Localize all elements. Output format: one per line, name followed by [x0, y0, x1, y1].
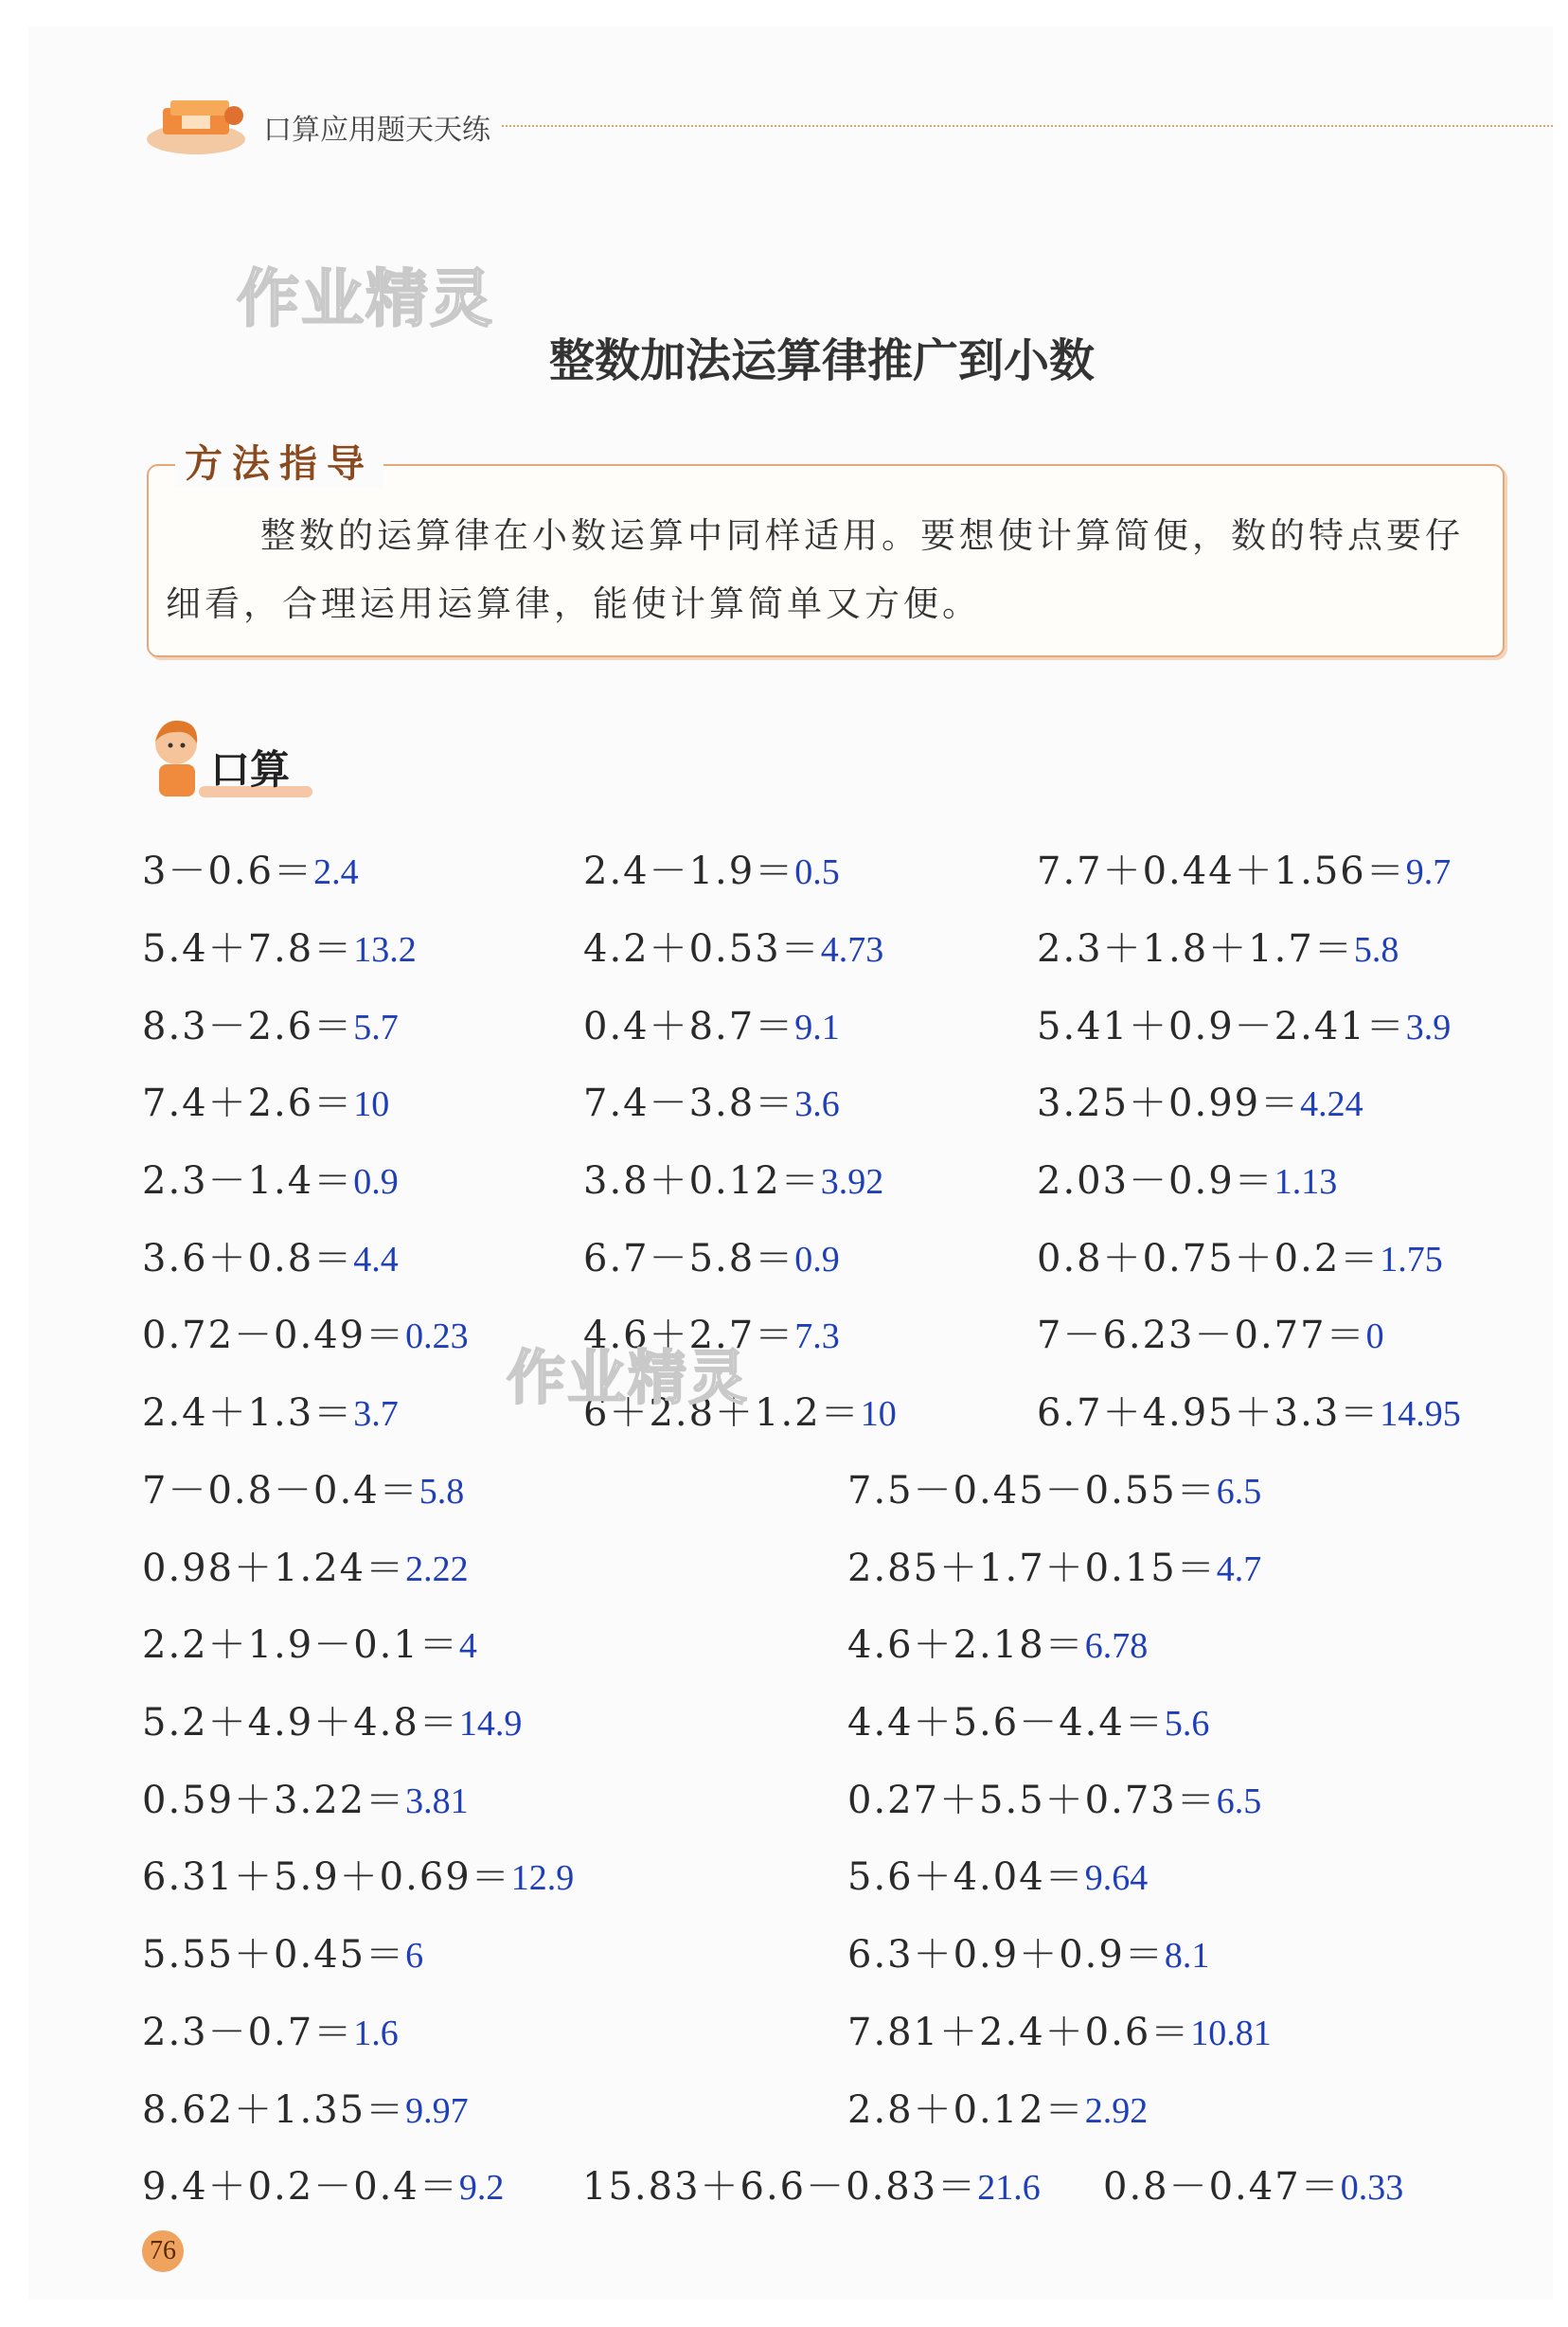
problem-answer: 0.5 — [794, 852, 840, 892]
problem-expression: 3.6＋0.8＝ — [142, 1237, 354, 1280]
page-title: 整数加法运算律推广到小数 — [548, 334, 1095, 387]
problem-item — [847, 2080, 1148, 2134]
problem-expression: 15.83＋6.6－0.83＝ — [582, 2165, 978, 2209]
problem-item — [847, 1924, 1209, 1978]
problem-answer: 10 — [353, 1084, 390, 1124]
problem-item — [582, 2157, 1041, 2211]
problem-expression: 7.4－3.8＝ — [583, 1082, 795, 1125]
problem-answer: 4.24 — [1300, 1084, 1363, 1124]
problem-answer: 9.2 — [458, 2168, 505, 2208]
problem-expression: 2.85＋1.7＋0.15＝ — [847, 1547, 1217, 1590]
problem-answer: 6.5 — [1216, 1781, 1262, 1821]
problem-expression: 2.3－0.7＝ — [142, 2011, 354, 2054]
problem-answer: 14.9 — [458, 1704, 523, 1744]
problem-expression: 2.3－1.4＝ — [142, 1159, 354, 1203]
problem-answer: 3.9 — [1405, 1008, 1452, 1047]
problem-answer: 2.92 — [1084, 2091, 1149, 2131]
problem-item — [847, 1692, 1209, 1746]
problem-item — [583, 841, 840, 895]
problem-answer: 9.97 — [405, 2091, 469, 2131]
problem-answer: 21.6 — [977, 2168, 1041, 2208]
problem-expression: 3－0.6＝ — [142, 850, 314, 893]
problem-item — [847, 1770, 1261, 1824]
problem-expression: 5.55＋0.45＝ — [142, 1933, 406, 1977]
problem-expression: 7－0.8－0.4＝ — [142, 1469, 419, 1513]
problem-item — [1037, 1073, 1363, 1127]
problem-expression: 2.03－0.9＝ — [1037, 1159, 1274, 1203]
problem-item — [142, 1460, 464, 1514]
problem-expression: 6.7－5.8＝ — [583, 1237, 795, 1280]
problem-answer: 0.9 — [794, 1240, 840, 1280]
problem-expression: 0.59＋3.22＝ — [142, 1779, 406, 1822]
problem-item — [142, 1692, 522, 1746]
problem-item — [1037, 1305, 1384, 1359]
problem-item — [142, 1305, 469, 1359]
problem-expression: 6.7＋4.95＋3.3＝ — [1037, 1391, 1381, 1435]
problem-answer: 14.95 — [1380, 1394, 1461, 1434]
problem-expression: 8.3－2.6＝ — [142, 1005, 354, 1048]
problem-item — [142, 2080, 469, 2134]
problem-expression: 4.6＋2.7＝ — [583, 1314, 795, 1357]
problem-expression: 2.4－1.9＝ — [583, 850, 795, 893]
problem-expression: 0.98＋1.24＝ — [142, 1547, 406, 1590]
problem-expression: 3.8＋0.12＝ — [583, 1159, 821, 1203]
problem-answer: 13.2 — [353, 930, 417, 970]
problem-answer: 0.23 — [405, 1316, 469, 1356]
problem-expression: 0.27＋5.5＋0.73＝ — [847, 1779, 1217, 1822]
problem-expression: 8.62＋1.35＝ — [142, 2088, 406, 2132]
problem-answer: 3.92 — [820, 1162, 884, 1202]
problem-expression: 7.5－0.45－0.55＝ — [847, 1469, 1217, 1513]
problem-item — [583, 1073, 840, 1127]
problem-expression: 3.25＋0.99＝ — [1037, 1082, 1301, 1125]
problem-expression: 0.8＋0.75＋0.2＝ — [1037, 1237, 1381, 1280]
problem-answer: 0.33 — [1340, 2168, 1404, 2208]
problem-answer: 1.75 — [1380, 1240, 1443, 1280]
problem-answer: 9.1 — [794, 1008, 840, 1047]
problem-expression: 6.3＋0.9＋0.9＝ — [847, 1933, 1165, 1977]
problem-item — [142, 841, 359, 895]
problem-answer: 4.7 — [1216, 1549, 1262, 1589]
problem-item — [142, 1615, 477, 1669]
watermark-middle: 作业精灵 — [507, 1343, 750, 1412]
problem-item — [142, 996, 399, 1050]
problem-item — [142, 2157, 504, 2211]
problem-answer: 0 — [1365, 1316, 1384, 1356]
problem-expression: 2.3＋1.8＋1.7＝ — [1037, 927, 1354, 971]
book-title: 口算应用题天天练 — [263, 114, 490, 147]
problem-answer: 8.1 — [1164, 1936, 1210, 1976]
problem-answer: 2.4 — [313, 852, 359, 892]
problem-expression: 0.72－0.49＝ — [142, 1314, 406, 1357]
problem-answer: 10 — [860, 1394, 897, 1434]
problem-item — [142, 1228, 399, 1282]
problem-expression: 0.8－0.47＝ — [1103, 2165, 1341, 2209]
problem-expression: 5.2＋4.9＋4.8＝ — [142, 1701, 459, 1745]
problem-answer: 4.73 — [820, 930, 884, 970]
method-guide-text: 整数的运算律在小数运算中同样适用。要想使计算简便，数的特点要仔细看，合理运用运算律，能使计算简单又方便。 — [166, 515, 1464, 624]
problem-answer: 3.81 — [405, 1781, 469, 1821]
problem-item — [1037, 1228, 1443, 1282]
problem-item — [583, 1228, 840, 1282]
problem-expression: 9.4＋0.2－0.4＝ — [142, 2165, 459, 2209]
problem-expression: 5.6＋4.04＝ — [847, 1855, 1085, 1899]
problem-item — [583, 996, 840, 1050]
problem-expression: 6.31＋5.9＋0.69＝ — [142, 1855, 511, 1899]
problem-expression: 2.4＋1.3＝ — [142, 1391, 354, 1435]
problem-item — [142, 1383, 399, 1437]
problem-answer: 3.6 — [794, 1084, 840, 1124]
problem-answer: 2.22 — [405, 1549, 469, 1589]
problem-item — [1037, 1383, 1461, 1437]
problem-answer: 9.7 — [1405, 852, 1452, 892]
section-label: 口算 — [210, 746, 291, 793]
problem-answer: 1.6 — [353, 2014, 399, 2053]
problem-expression: 7－6.23－0.77＝ — [1037, 1314, 1366, 1357]
problem-expression: 7.81＋2.4＋0.6＝ — [847, 2011, 1191, 2054]
problem-expression: 4.6＋2.18＝ — [847, 1623, 1085, 1667]
problem-item — [142, 1924, 423, 1978]
header-divider — [502, 125, 1553, 127]
problem-item — [142, 1847, 574, 1901]
problem-item — [142, 1538, 469, 1592]
problem-expression: 4.4＋5.6－4.4＝ — [847, 1701, 1165, 1745]
problem-answer: 6.78 — [1084, 1626, 1149, 1666]
problem-expression: 0.4＋8.7＝ — [583, 1005, 795, 1048]
problem-expression: 5.41＋0.9－2.41＝ — [1037, 1005, 1406, 1048]
problem-answer: 5.7 — [353, 1008, 399, 1047]
problem-answer: 4 — [458, 1626, 477, 1666]
method-guide-label: 方法指导 — [175, 434, 383, 488]
problem-item — [142, 919, 417, 973]
book-stack-icon — [144, 87, 258, 163]
problem-answer: 6.5 — [1216, 1472, 1262, 1512]
problem-answer: 7.3 — [794, 1316, 840, 1356]
problem-answer: 6 — [405, 1936, 424, 1976]
problem-item — [847, 1615, 1148, 1669]
problem-answer: 1.13 — [1274, 1162, 1338, 1202]
watermark-top: 作业精灵 — [237, 262, 494, 335]
problem-item — [1037, 919, 1399, 973]
problem-item — [847, 1847, 1148, 1901]
problem-item — [1037, 841, 1451, 895]
problem-item — [1103, 2157, 1403, 2211]
problem-expression: 7.4＋2.6＝ — [142, 1082, 354, 1125]
problem-expression: 2.2＋1.9－0.1＝ — [142, 1623, 459, 1667]
problem-expression: 6＋2.8＋1.2＝ — [583, 1391, 861, 1435]
problem-answer: 9.64 — [1084, 1858, 1149, 1898]
problem-item — [142, 2002, 399, 2056]
problem-expression: 7.7＋0.44＋1.56＝ — [1037, 850, 1406, 893]
problem-item — [142, 1770, 469, 1824]
problem-answer: 3.7 — [353, 1394, 399, 1434]
problem-item — [847, 1460, 1261, 1514]
problem-answer: 4.4 — [353, 1240, 399, 1280]
problem-item — [142, 1151, 399, 1205]
problem-answer: 5.8 — [419, 1472, 465, 1512]
problem-answer: 0.9 — [353, 1162, 399, 1202]
problem-answer: 12.9 — [510, 1858, 575, 1898]
problem-item — [1037, 1151, 1337, 1205]
problem-answer: 5.6 — [1164, 1704, 1210, 1744]
problem-expression: 5.4＋7.8＝ — [142, 927, 354, 971]
problem-expression: 2.8＋0.12＝ — [847, 2088, 1085, 2132]
problem-expression: 4.2＋0.53＝ — [583, 927, 821, 971]
problem-answer: 10.81 — [1190, 2014, 1272, 2053]
problem-answer: 5.8 — [1353, 930, 1399, 970]
problem-item — [1037, 996, 1451, 1050]
problem-item — [847, 2002, 1272, 2056]
problem-item — [583, 1151, 883, 1205]
problem-item — [847, 1538, 1261, 1592]
problem-item — [142, 1073, 389, 1127]
page-number: 76 — [142, 2230, 184, 2272]
problem-item — [583, 919, 883, 973]
